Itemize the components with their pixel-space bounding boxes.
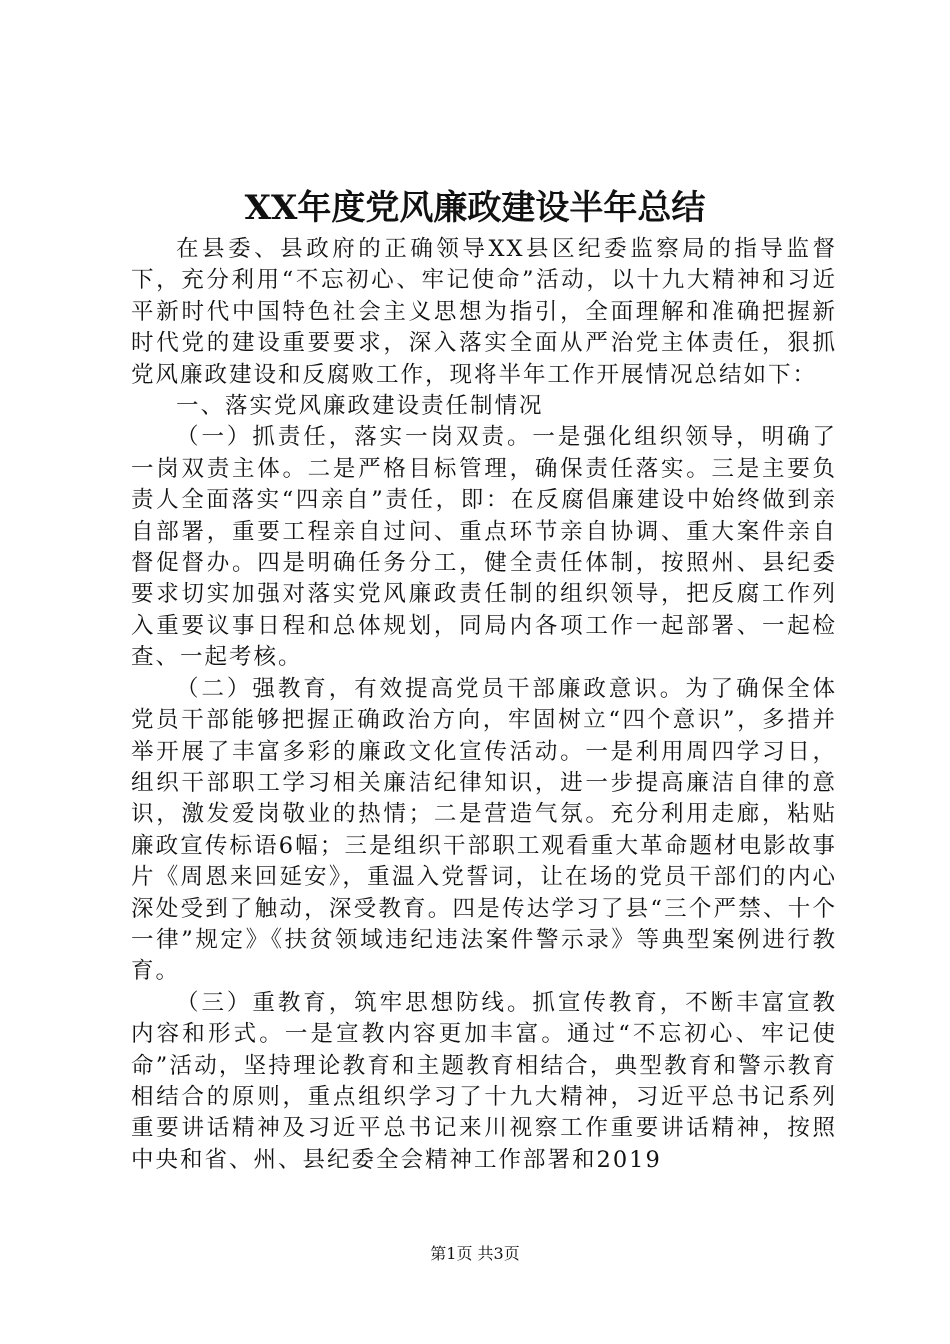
paragraph-ideology: （三）重教育，筑牢思想防线。抓宣传教育，不断丰富宣教内容和形式。一是宣教内容更加丰富。通过“不忘初心、牢记使命”活动，坚持理论教育和主题教育相结合，典型教育和警示教育相结合的原则，重点组织学习了十九大精神，习近平总书记系列重要讲话精神及习近平总书记来川视察工作重要讲话精神，按照中央和省、州、县纪委全会精神工作部署和2019 — [131, 989, 837, 1173]
paragraph-responsibility: （一）抓责任，落实一岗双责。一是强化组织领导，明确了一岗双责主体。二是严格目标管理，确保责任落实。三是主要负责人全面落实“四亲自”责任，即：在反腐倡廉建设中始终做到亲自部署，重要工程亲自过问、重点环节亲自协调、重大案件亲自督促督办。四是明确任务分工，健全责任体制，按照州、县纪委要求切实加强对落实党风廉政责任制的组织领导，把反腐工作列入重要议事日程和总体规划，同局内各项工作一起部署、一起检查、一起考核。 — [131, 424, 837, 671]
paragraph-intro: 在县委、县政府的正确领导XX县区纪委监察局的指导监督下，充分利用“不忘初心、牢记使命”活动，以十九大精神和习近平新时代中国特色社会主义思想为指引，全面理解和准确把握新时代党的建设重要要求，深入落实全面从严治党主体责任，狠抓党风廉政建设和反腐败工作，现将半年工作开展情况总结如下： — [131, 236, 837, 388]
document-body — [131, 234, 837, 1176]
section-heading: 一、落实党风廉政建设责任制情况 — [176, 393, 544, 420]
document-title: XX年度党风廉政建设半年总结 — [244, 188, 706, 228]
page-number: 第1页 共3页 — [430, 1244, 520, 1263]
paragraph-education: （二）强教育，有效提高党员干部廉政意识。为了确保全体党员干部能够把握正确政治方向，牢固树立“四个意识”，多措并举开展了丰富多彩的廉政文化宣传活动。一是利用周四学习日，组织干部职工学习相关廉洁纪律知识，进一步提高廉洁自律的意识，激发爱岗敬业的热情；二是营造气氛。充分利用走廊，粘贴廉政宣传标语6幅；三是组织干部职工观看重大革命题材电影故事片《周恩来回延安》，重温入党誓词，让在场的党员干部们的内心深处受到了触动，深受教育。四是传达学习了县“三个严禁、十个一律”规定》《扶贫领域违纪违法案件警示录》等典型案例进行教育。 — [131, 675, 837, 985]
